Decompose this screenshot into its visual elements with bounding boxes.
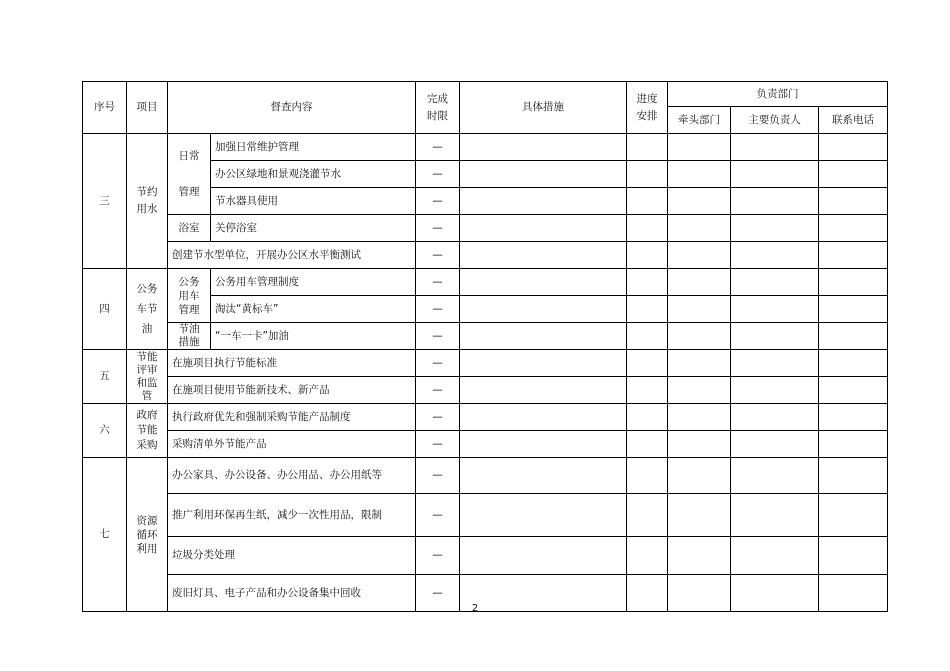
header-progress-line1: 进度 <box>636 92 658 105</box>
header-deadline <box>416 82 460 134</box>
progress-cell <box>627 350 668 377</box>
deadline-cell: — <box>416 161 460 188</box>
phone-cell <box>819 537 888 575</box>
lead-person-cell <box>731 494 819 537</box>
deadline-cell: — <box>416 296 460 323</box>
content-cell: 办公区绿地和景观浇灌节水 <box>211 161 416 188</box>
content-cell: 办公家具、办公设备、办公用品、办公用纸等 <box>168 458 416 494</box>
phone-cell <box>819 296 888 323</box>
lead-person-cell <box>731 350 819 377</box>
header-progress-line2: 安排 <box>636 109 658 122</box>
lead-dept-cell <box>668 377 731 404</box>
progress-cell <box>627 431 668 458</box>
phone-cell <box>819 494 888 537</box>
group-number: 七 <box>83 458 127 612</box>
content-cell: 创建节水型单位，开展办公区水平衡测试 <box>168 242 416 269</box>
measures-cell <box>460 350 627 377</box>
header-phone: 联系电话 <box>819 107 888 134</box>
deadline-cell: — <box>416 188 460 215</box>
group-name <box>127 269 168 350</box>
subgroup-name-line: 管理 <box>178 303 200 316</box>
subgroup-name-line: 节油 <box>178 323 200 335</box>
group-number: 三 <box>83 134 127 269</box>
deadline-cell: — <box>416 269 460 296</box>
content-cell: 公务用车管理制度 <box>211 269 416 296</box>
lead-person-cell <box>731 269 819 296</box>
progress-cell <box>627 323 668 350</box>
group-number: 四 <box>83 269 127 350</box>
deadline-cell: — <box>416 575 460 612</box>
lead-dept-cell <box>668 296 731 323</box>
group-name-line: 公务 <box>136 283 158 295</box>
progress-cell <box>627 296 668 323</box>
progress-cell <box>627 161 668 188</box>
progress-cell <box>627 134 668 161</box>
table-row <box>83 269 888 296</box>
progress-cell <box>627 458 668 494</box>
phone-cell <box>819 161 888 188</box>
group-name-line: 评审 <box>136 363 158 376</box>
lead-person-cell <box>731 537 819 575</box>
measures-cell <box>460 458 627 494</box>
progress-cell <box>627 494 668 537</box>
table-row <box>83 404 888 431</box>
lead-person-cell <box>731 458 819 494</box>
table-row <box>83 494 888 537</box>
measures-cell <box>460 537 627 575</box>
content-cell: 在施项目执行节能标准 <box>168 350 416 377</box>
group-name-line: 用水 <box>136 203 158 215</box>
header-deadline-line1: 完成 <box>427 92 448 105</box>
content-cell: 淘汰“黄标车” <box>211 296 416 323</box>
subgroup-name <box>168 269 211 323</box>
group-name <box>127 350 168 404</box>
progress-cell <box>627 377 668 404</box>
lead-dept-cell <box>668 269 731 296</box>
phone-cell <box>819 188 888 215</box>
lead-dept-cell <box>668 134 731 161</box>
header-deadline-line2: 时限 <box>427 109 448 122</box>
table-row <box>83 431 888 458</box>
group-name-line: 车节 <box>136 303 158 315</box>
content-cell: 节水器具使用 <box>211 188 416 215</box>
table-row <box>83 242 888 269</box>
lead-dept-cell <box>668 215 731 242</box>
group-name-line: 循环 <box>136 528 158 541</box>
group-name-line: 利用 <box>136 542 158 555</box>
phone-cell <box>819 134 888 161</box>
group-name-line: 政府 <box>136 409 158 421</box>
lead-person-cell <box>731 377 819 404</box>
phone-cell <box>819 458 888 494</box>
deadline-cell: — <box>416 323 460 350</box>
measures-cell <box>460 161 627 188</box>
phone-cell <box>819 242 888 269</box>
supervision-table <box>82 81 888 612</box>
phone-cell <box>819 431 888 458</box>
deadline-cell: — <box>416 377 460 404</box>
progress-cell <box>627 188 668 215</box>
lead-person-cell <box>731 215 819 242</box>
content-cell: 在施项目使用节能新技术、新产品 <box>168 377 416 404</box>
subgroup-name-line: 措施 <box>178 336 200 348</box>
subgroup-name-line: 管理 <box>178 186 200 198</box>
lead-dept-cell <box>668 242 731 269</box>
page-number: 2 <box>471 603 479 614</box>
progress-cell <box>627 269 668 296</box>
lead-person-cell <box>731 404 819 431</box>
phone-cell <box>819 269 888 296</box>
measures-cell <box>460 242 627 269</box>
deadline-cell: — <box>416 494 460 537</box>
subgroup-name <box>168 134 211 215</box>
header-measures: 具体措施 <box>460 82 627 134</box>
measures-cell <box>460 404 627 431</box>
subgroup-name-line: 用车 <box>178 289 200 302</box>
header-item: 项目 <box>127 82 168 134</box>
measures-cell <box>460 296 627 323</box>
lead-dept-cell <box>668 161 731 188</box>
table-row <box>83 215 888 242</box>
group-name-line: 和监 <box>136 376 158 389</box>
lead-dept-cell <box>668 188 731 215</box>
progress-cell <box>627 242 668 269</box>
table-row <box>83 377 888 404</box>
group-name <box>127 458 168 612</box>
phone-cell <box>819 350 888 377</box>
lead-person-cell <box>731 242 819 269</box>
header-dept-group: 负责部门 <box>668 82 888 107</box>
table-row <box>83 537 888 575</box>
header-lead-person: 主要负责人 <box>731 107 819 134</box>
measures-cell <box>460 269 627 296</box>
table-row <box>83 323 888 350</box>
header-seq: 序号 <box>83 82 127 134</box>
header-progress <box>627 82 668 134</box>
content-cell: 推广利用环保再生纸，减少一次性用品，限制 <box>168 494 416 537</box>
lead-dept-cell <box>668 537 731 575</box>
deadline-cell: — <box>416 242 460 269</box>
lead-dept-cell <box>668 494 731 537</box>
measures-cell <box>460 134 627 161</box>
table-row <box>83 458 888 494</box>
deadline-cell: — <box>416 537 460 575</box>
subgroup-name-line: 日常 <box>178 150 200 162</box>
lead-person-cell <box>731 431 819 458</box>
group-name-line: 节能 <box>136 350 158 363</box>
progress-cell <box>627 404 668 431</box>
group-name-line: 节约 <box>136 186 158 198</box>
group-name-line: 资源 <box>136 514 158 527</box>
subgroup-name-line: 公务 <box>178 275 200 288</box>
lead-dept-cell <box>668 404 731 431</box>
measures-cell <box>460 431 627 458</box>
content-cell: 关停浴室 <box>211 215 416 242</box>
measures-cell <box>460 323 627 350</box>
group-number: 六 <box>83 404 127 458</box>
lead-person-cell <box>731 188 819 215</box>
deadline-cell: — <box>416 458 460 494</box>
content-cell: “一车一卡”加油 <box>211 323 416 350</box>
phone-cell <box>819 323 888 350</box>
group-number: 五 <box>83 350 127 404</box>
content-cell: 采购清单外节能产品 <box>168 431 416 458</box>
deadline-cell: — <box>416 215 460 242</box>
group-name-line: 采购 <box>136 439 158 451</box>
content-cell: 废旧灯具、电子产品和办公设备集中回收 <box>168 575 416 612</box>
header-lead-dept: 牵头部门 <box>668 107 731 134</box>
measures-cell <box>460 188 627 215</box>
phone-cell <box>819 377 888 404</box>
group-name <box>127 404 168 458</box>
lead-person-cell <box>731 323 819 350</box>
content-cell: 加强日常维护管理 <box>211 134 416 161</box>
lead-person-cell <box>731 134 819 161</box>
content-cell: 执行政府优先和强制采购节能产品制度 <box>168 404 416 431</box>
deadline-cell: — <box>416 350 460 377</box>
phone-cell <box>819 215 888 242</box>
group-name-line: 节能 <box>136 424 158 436</box>
lead-dept-cell <box>668 458 731 494</box>
deadline-cell: — <box>416 134 460 161</box>
subgroup-name: 浴室 <box>168 215 211 242</box>
lead-dept-cell <box>668 323 731 350</box>
lead-person-cell <box>731 296 819 323</box>
phone-cell <box>819 404 888 431</box>
group-name <box>127 134 168 269</box>
table-row <box>83 134 888 161</box>
progress-cell <box>627 537 668 575</box>
deadline-cell: — <box>416 431 460 458</box>
measures-cell <box>460 494 627 537</box>
measures-cell <box>460 377 627 404</box>
content-cell: 垃圾分类处理 <box>168 537 416 575</box>
group-name-line: 管 <box>141 389 153 402</box>
lead-dept-cell <box>668 350 731 377</box>
lead-dept-cell <box>668 431 731 458</box>
deadline-cell: — <box>416 404 460 431</box>
group-name-line: 油 <box>141 323 153 335</box>
subgroup-name <box>168 323 211 350</box>
lead-person-cell <box>731 161 819 188</box>
measures-cell <box>460 215 627 242</box>
header-content: 督查内容 <box>168 82 416 134</box>
progress-cell <box>627 215 668 242</box>
table-row <box>83 350 888 377</box>
